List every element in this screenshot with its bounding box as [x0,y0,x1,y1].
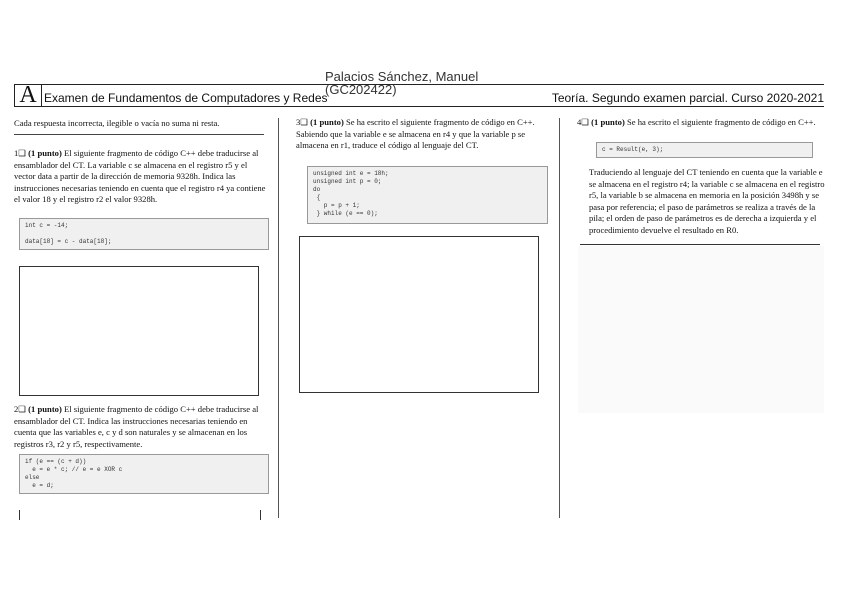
grading-note: Cada respuesta incorrecta, ilegible o vacía no suma ni resta. [14,118,220,128]
q4-rule [580,244,820,245]
q1-points: (1 punto) [28,148,62,158]
q1-checkbox[interactable]: 1❑ [14,148,27,158]
q3-text: Se ha escrito el siguiente fragmento de código en C++. Sabiendo que la variable e se almacena en r4 y que la variable p se almacena en r1, traduce el código al lenguaje del CT. [296,117,535,151]
column-separator [278,118,279,518]
question-3 [296,117,546,152]
q1-text: El siguiente fragmento de código C++ debe traducirse al ensamblador del CT. La variable c se almacena en el registro r5 y el vector data a partir de la dirección de memoria 9328h. Indica las instrucciones necesarias teniendo en cuenta que el registro r4 ya contiene el valor 18 y el registro r2 el valor 9328h. [14,148,266,205]
q4-text-continued: Traduciendo al lenguaje del CT teniendo en cuenta que la variable e se almacena en el registro r4; la variable c se almacena en el registro r5, la variable b se almacena en memoria en la posición 3498h y se pasa por referencia; el paso de parámetros se realiza a través de la pila; el orden de paso de parámetros es de derecha a izquierda y el procedimiento devuelve el resultado en R0. [589,167,825,235]
q2-checkbox[interactable]: 2❑ [14,404,27,414]
q2-text: El siguiente fragmento de código C++ debe traducirse al ensamblador del CT. Indica las instrucciones necesarias teniendo en cuenta que las variables e, c y d son naturales y se almacenan en los registros r3, r2 y r5, respectivamente. [14,404,259,449]
q3-code: unsigned int e = 18h; unsigned int p = 0; do { p = p + 1; } while (e == 0); [307,166,548,224]
q1-code: int c = -14; data[18] = c - data[18]; [19,218,269,250]
q2-code: if (e == (c + d)) e = e * c; // e = e XOR c else e = d; [19,454,269,494]
q3-points: (1 punto) [310,117,344,127]
q3-answer-box[interactable] [299,236,539,393]
exam-title: Examen de Fundamentos de Computadores y Redes [44,91,328,105]
q4-code: c = Result(e, 3); [596,142,813,158]
question-2 [14,404,268,450]
q1-answer-box[interactable] [19,266,259,396]
question-4 [577,117,825,129]
q4-text: Se ha escrito el siguiente fragmento de código en C++. [627,117,816,127]
exam-version-letter: A [14,84,42,107]
student-name: Palacios Sánchez, Manuel (GC202422) [325,69,479,97]
header-top-rule [14,84,824,85]
q2-answer-box[interactable] [19,510,261,520]
q4-answer-box[interactable] [578,246,824,413]
q4-checkbox[interactable]: 4❑ [577,117,590,127]
header-bottom-rule [14,106,824,107]
column-separator [559,118,560,518]
q3-checkbox[interactable]: 3❑ [296,117,309,127]
q2-points: (1 punto) [28,404,62,414]
question-1 [14,148,268,206]
note-rule [14,134,264,135]
q4-points: (1 punto) [591,117,625,127]
exam-info: Teoría. Segundo examen parcial. Curso 2020-2021 [551,91,824,105]
